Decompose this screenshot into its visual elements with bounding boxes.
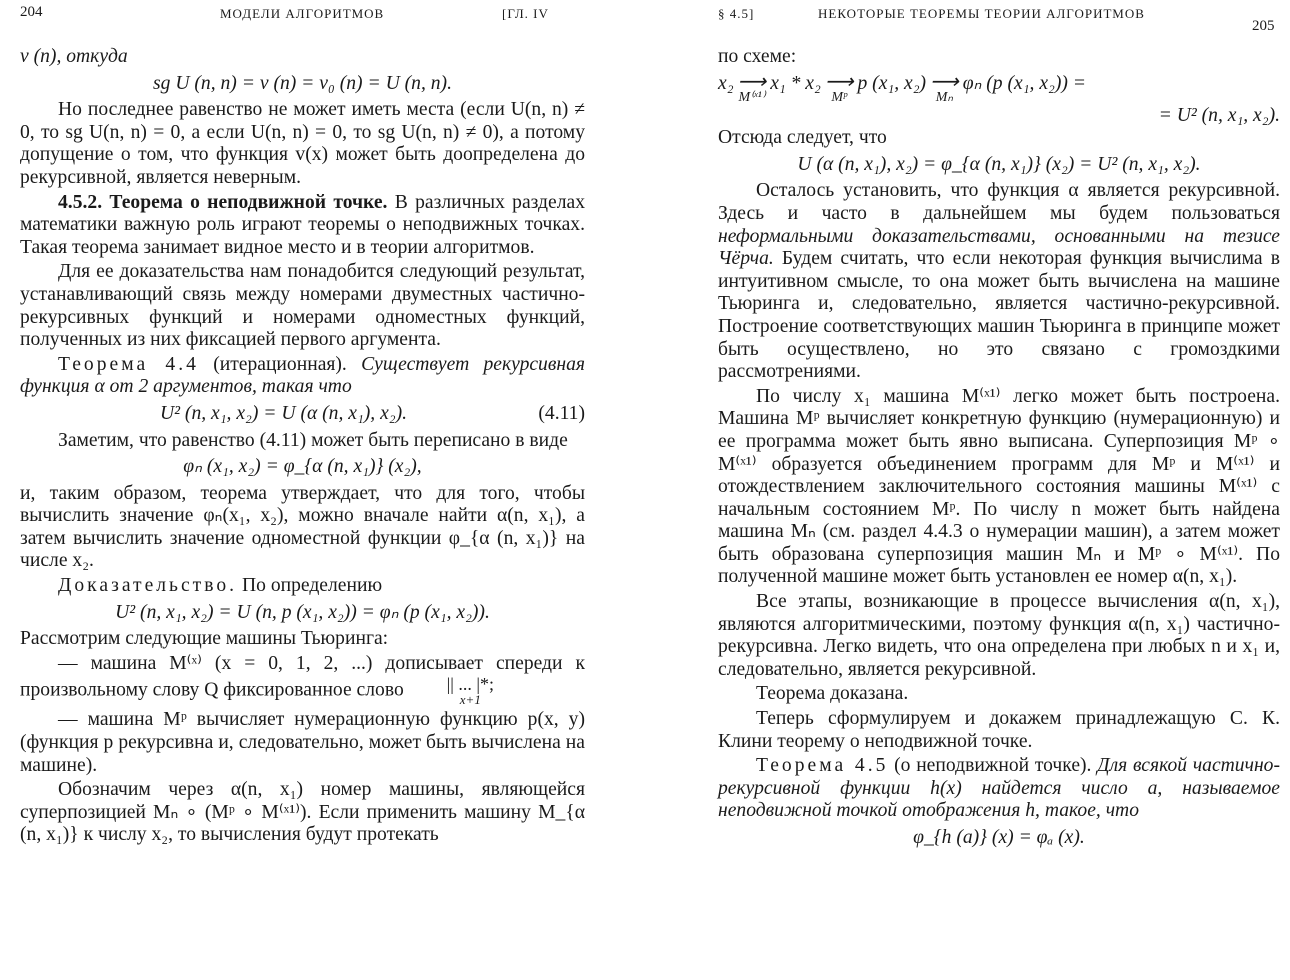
theorem-name: (о неподвижной точке). — [894, 755, 1092, 777]
arrow-icon: ⟶ — [737, 70, 767, 93]
equation-number: (4.11) — [538, 402, 585, 424]
paragraph — [20, 192, 585, 260]
scheme-node: p (x₁, x₂) — [857, 72, 927, 94]
text-line: v (n), откуда — [20, 46, 128, 67]
paragraph: и, таким образом, теорема утверждает, что для того, чтобы вычислить значение φₙ(x₁, x₂), можно вначале найти α(n, x₁), а затем вычислить значение одноместной функции φ_{α (n, x₁)} на числе x₂. — [20, 482, 585, 572]
arrow-label: Mᵖ — [831, 89, 847, 105]
paragraph: Рассмотрим следующие машины Тьюринга: — [20, 628, 389, 650]
scheme-node: x₂ — [718, 72, 734, 94]
text-line: Отсюда следует, что — [718, 127, 887, 149]
right-page-body — [718, 46, 1280, 850]
right-section-ref: § 4.5] — [718, 6, 755, 21]
list-item-text: — машина M⁽ˣ⁾ (x = 0, 1, 2, ...) дописывает спереди к произвольному слову Q фиксированное слово — [20, 652, 585, 701]
left-page — [20, 0, 585, 980]
computation-scheme — [718, 70, 1280, 128]
emphasis-text: неформальными доказательствами, основанными на тезисе Чёрча. — [718, 225, 1280, 270]
paragraph-text: В различных разделах математики важную роль играют теоремы о неподвижных точках. Такая теорема занимает видное место и в теории алгоритмов. — [20, 191, 585, 258]
paragraph: Но последнее равенство не может иметь места (если U(n, n) ≠ 0, то sg U(n, n) = 0, а если U(n, n) = 0, то sg U(n, n) ≠ 0), а потому допущение о том, что функция v(x) может быть доопределена до рекурсивной, является неверным. — [20, 99, 585, 188]
paragraph: Теперь сформулируем и докажем принадлежащую С. К. Клини теорему о неподвижной точке. — [718, 708, 1280, 752]
paragraph: Все этапы, возникающие в процессе вычисления α(n, x₁), являются алгоритмическими, поэтому функция α(n, x₁) частично-рекурсивна. Легко видеть, что она определена при любых n и x₁ и, следовательно, является рекурсивной. — [718, 591, 1280, 680]
formula: sg U (n, n) = v (n) = v₀ (n) = U (n, n). — [153, 72, 452, 94]
formula: φ_{h (a)} (x) = φₐ (x). — [913, 827, 1085, 848]
left-page-header — [20, 0, 585, 46]
underbrace-top: || ... |*; — [446, 674, 494, 695]
left-chapter-ref: [ГЛ. IV — [502, 6, 549, 21]
scheme-arrow — [930, 70, 959, 105]
section-heading: 4.5.2. Теорема о неподвижной точке. — [58, 191, 388, 213]
right-page-header — [718, 0, 1280, 46]
right-running-title: НЕКОТОРЫЕ ТЕОРЕМЫ ТЕОРИИ АЛГОРИТМОВ — [818, 6, 1145, 21]
paragraph: Заметим, что равенство (4.11) может быть переписано в виде — [58, 429, 568, 451]
paragraph — [718, 180, 1280, 383]
scheme-row — [718, 70, 1280, 105]
numbered-equation — [20, 403, 585, 426]
theorem-label: Теорема 4.5 — [756, 755, 889, 777]
theorem-text: Существует рекурсивная функция α от 2 аргументов, такая что — [20, 353, 585, 398]
proof-text: По определению — [241, 575, 383, 597]
paragraph-text: Будем считать, что если некоторая функция вычислима в интуитивном смысле, то она может быть вычислена на машине Тьюринга и, следовательно, является частично-рекурсивной. Построение соответствующих машин Тьюринга в принципе может быть осуществлено, но это связано с громоздкими рассмотрениями. — [718, 248, 1280, 383]
proof-label: Доказательство. — [58, 575, 238, 597]
right-page-number: 205 — [1252, 18, 1275, 34]
formula: φₙ (x₁, x₂) = φ_{α (n, x₁)} (x₂), — [183, 456, 422, 478]
paragraph-text: Осталось установить, что функция α является рекурсивной. Здесь и часто в дальнейшем мы будем пользоваться — [718, 180, 1280, 224]
scheme-node: x₁ * x₂ — [770, 72, 821, 94]
right-page — [718, 0, 1280, 980]
scheme-continuation: = U² (n, x₁, x₂). — [1158, 104, 1280, 126]
underbrace-word — [409, 675, 494, 707]
arrow-icon: ⟶ — [930, 70, 959, 93]
left-running-title: МОДЕЛИ АЛГОРИТМОВ — [220, 6, 385, 21]
scheme-arrow — [824, 70, 854, 105]
paragraph: Теорема доказана. — [756, 683, 909, 705]
left-page-number: 204 — [20, 4, 43, 20]
paragraph: По числу x₁ машина M⁽ˣ¹⁾ легко может быть построена. Машина Mᵖ вычисляет конкретную функцию (нумерационную) и ее программа может быть явно выписана. Суперпозиция Mᵖ ∘ M⁽ˣ¹⁾ образуется объединением программ для Mᵖ и M⁽ˣ¹⁾ и отождествлением заключительного состояния машины M⁽ˣ¹⁾ с начальным состоянием Mᵖ. По числу n может быть найдена машина Mₙ (см. раздел 4.4.3 о нумерации машин), а затем может быть образована суперпозиция машин Mₙ и Mᵖ ∘ M⁽ˣ¹⁾. По полученной машине может быть установлен ее номер α(n, x₁). — [718, 385, 1280, 588]
arrow-label: Mₙ — [935, 89, 953, 105]
paragraph: Обозначим через α(n, x₁) номер машины, являющейся суперпозицией Mₙ ∘ (Mᵖ ∘ M⁽ˣ¹⁾). Если применить машину M_{α (n, x₁)} к числу x₂, то вычисления будут протекать — [20, 779, 585, 846]
underbrace-label: x+1 — [459, 692, 481, 708]
theorem-statement — [718, 755, 1280, 823]
text-line: по схеме: — [718, 46, 797, 67]
theorem-name: (итерационная). — [213, 353, 347, 375]
scheme-node: φₙ (p (x₁, x₂)) = — [962, 72, 1086, 94]
formula: U² (n, x₁, x₂) = U (n, p (x₁, x₂)) = φₙ (p (x₁, x₂)). — [115, 601, 490, 623]
proof-start — [20, 575, 585, 598]
formula: U² (n, x₁, x₂) = U (α (n, x₁), x₂). — [160, 402, 408, 424]
arrow-icon: ⟶ — [824, 70, 854, 93]
theorem-text: Для всякой частично-рекурсивной функции h(x) найдется число a, называемое неподвижной точкой отображения h, такое, что — [718, 755, 1280, 822]
list-item — [20, 653, 585, 708]
formula: U (α (n, x₁), x₂) = φ_{α (n, x₁)} (x₂) = U² (n, x₁, x₂). — [797, 153, 1201, 175]
list-item: — машина Mᵖ вычисляет нумерационную функцию p(x, y) (функция p рекурсивна и, следовательно, может быть вычислена на машине). — [20, 709, 585, 776]
arrow-label: M⁽ˣ¹⁾ — [738, 89, 766, 105]
paragraph: Для ее доказательства нам понадобится следующий результат, устанавливающий связь между номерами двуместных частично-рекурсивных функций и номерами одноместных функций, полученных из них фиксацией первого аргумента. — [20, 261, 585, 351]
theorem-statement — [20, 354, 585, 399]
left-page-body — [20, 46, 585, 847]
scheme-arrow — [737, 70, 767, 105]
theorem-label: Теорема 4.4 — [58, 353, 199, 375]
